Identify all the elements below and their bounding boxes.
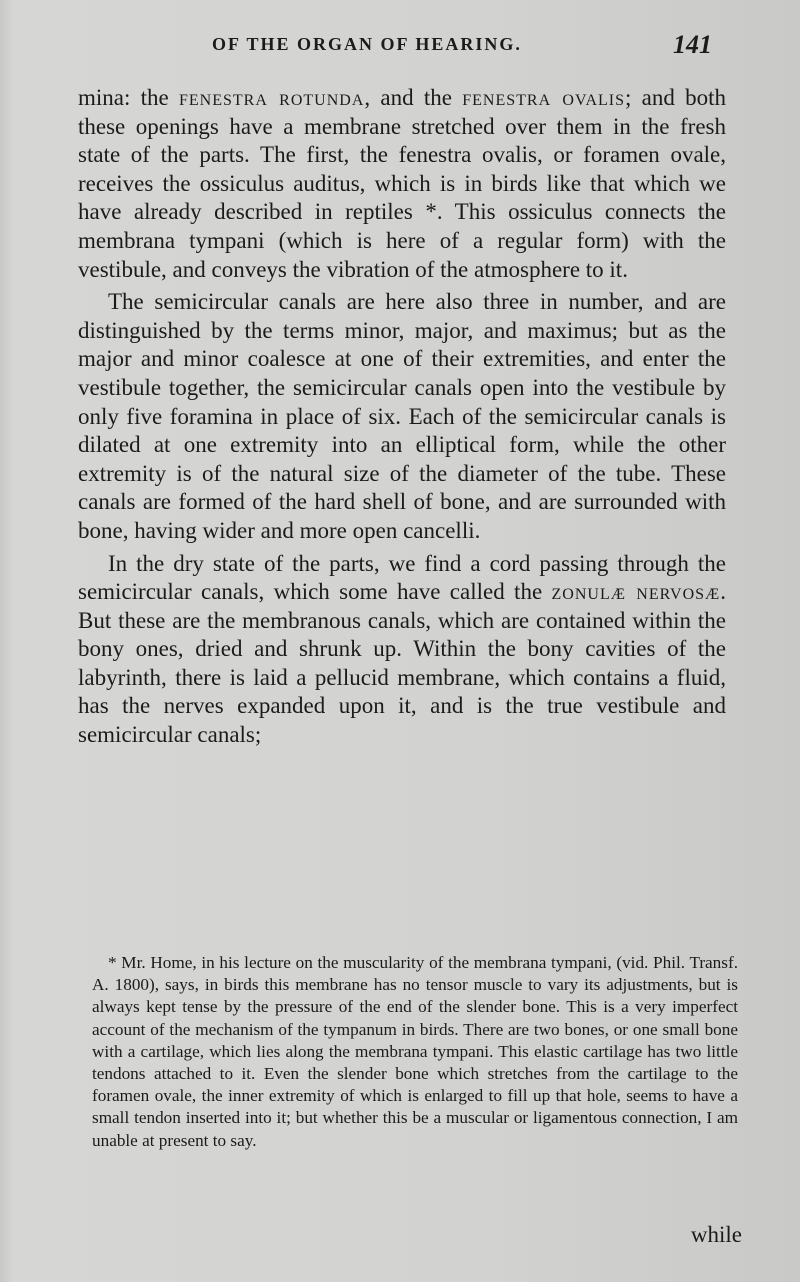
text-run: . But these are the membranous canals, which are contained within the bony ones, dried and shrunk up. Within the bony cavities of the labyrinth, there is laid a pellucid membrane, which contains a fluid, has the nerves expanded upon it, and is the true vestibule and semicircular canals; <box>78 579 727 748</box>
term-fenestra-rotunda: fenestra rotunda <box>179 85 365 110</box>
running-head: OF THE ORGAN OF HEARING. <box>212 34 522 54</box>
main-text <box>78 84 726 750</box>
page-header <box>0 30 800 64</box>
page-number: 141 <box>673 30 712 59</box>
paragraph-2: The semicircular canals are here also three in number, and are distinguished by the terms minor, major, and maximus; but as the major and minor coalesce at one of their extremities, and enter the vestibule together, the semicircular canals open into the vestibule by only five foramina in place of six. Each of the semicircular canals is dilated at one extremity into an elliptical form, while the other extremity is of the natural size of the diameter of the tube. These canals are formed of the hard shell of bone, and are surrounded with bone, having wider and more open cancelli. <box>78 289 726 543</box>
footnote <box>92 952 738 1152</box>
text-run: , and the <box>364 85 463 110</box>
term-zonulae-nervosae: zonulæ nervosæ <box>551 579 721 605</box>
paragraph-3 <box>78 550 726 750</box>
text-run: In the dry state of the parts, we find a cord passing through the semicircular canals, which some have called the <box>78 550 726 605</box>
paragraph-1 <box>78 84 726 284</box>
footnote-text: * Mr. Home, in his lecture on the muscularity of the membrana tympani, (vid. Phil. Transf. A. 1800), says, in birds this membrane has no tensor muscle to vary its adjustments, but is always kept tense by the pressure of the end of the slender bone. This is a very imperfect account of the mechanism of the tympanum in birds. There are two bones, or one small bone with a cartilage, which lies along the membrana tympani. This elastic cartilage has two little tendons attached to it. Even the slender bone which stretches from the cartilage to the foramen ovale, the inner extremity of which is enlarged to fill up that hole, seems to have a small tendon inserted into it; but whether this be a muscular or ligamentous connection, I am unable at present to say. <box>92 953 738 1150</box>
catchword: while <box>690 1222 742 1247</box>
term-fenestra-ovalis: fenestra ovalis <box>462 85 625 110</box>
text-run: ; and both these openings have a membrane stretched over them in the fresh state of the parts. The first, the fenestra ovalis, or foramen ovale, receives the ossiculus auditus, which is in birds like that which we have already described in reptiles *. This ossiculus connects the membrana tympani (which is here of a regular form) with the vestibule, and conveys the vibration of the atmosphere to it. <box>78 85 727 282</box>
text-run: mina: the <box>78 85 179 110</box>
